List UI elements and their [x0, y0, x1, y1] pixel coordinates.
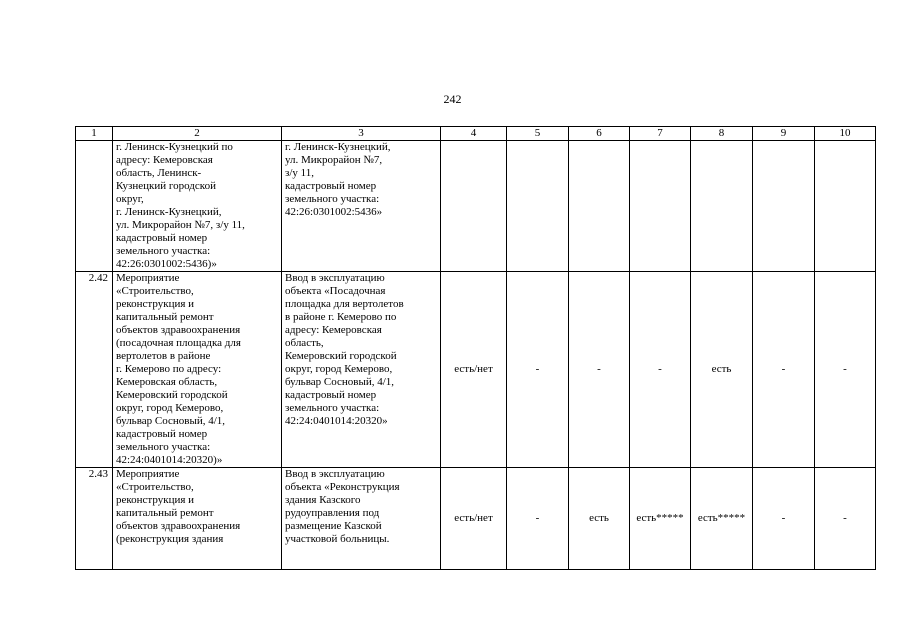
value-cell: есть [569, 468, 630, 570]
value-cell [630, 141, 691, 272]
header-cell: 6 [569, 127, 630, 141]
value-cell [507, 141, 569, 272]
value-cell [691, 141, 753, 272]
measure-description: г. Ленинск-Кузнецкий по адресу: Кемеровская область, Ленинск- Кузнецкий городской округ, г. Ленинск-Кузнецкий, ул. Микрорайон №7, з/у 11, кадастровый номер земельного участка: 42:26:0301002:5436)» [113, 141, 282, 272]
value-cell: - [569, 272, 630, 468]
row-number [76, 141, 113, 272]
measure-description: Мероприятие «Строительство, реконструкция и капитальный ремонт объектов здравоохранения (посадочная площадка для вертолетов в районе г. Кемерово по адресу: Кемеровская область, Кемеровский городской округ, город Кемерово, бульвар Сосновый, 4/1, кадастровый номер земельного участка: 42:24:0401014:20320)» [113, 272, 282, 468]
header-cell: 9 [753, 127, 815, 141]
table-row [76, 141, 876, 272]
value-cell: - [753, 468, 815, 570]
value-cell: - [815, 468, 876, 570]
header-cell: 5 [507, 127, 569, 141]
value-cell: - [753, 272, 815, 468]
result-description: г. Ленинск-Кузнецкий, ул. Микрорайон №7, з/у 11, кадастровый номер земельного участка: 42:26:0301002:5436» [282, 141, 441, 272]
page-number: 242 [443, 92, 462, 106]
value-cell: есть/нет [441, 468, 507, 570]
header-cell: 8 [691, 127, 753, 141]
value-cell: - [507, 272, 569, 468]
table-header-row [76, 127, 876, 141]
table-row [76, 468, 876, 570]
row-number: 2.43 [76, 468, 113, 570]
row-number: 2.42 [76, 272, 113, 468]
header-cell: 1 [76, 127, 113, 141]
value-cell [815, 141, 876, 272]
header-cell: 2 [113, 127, 282, 141]
measure-description: Мероприятие «Строительство, реконструкция и капитальный ремонт объектов здравоохранения (реконструкция здания [113, 468, 282, 570]
value-cell: - [630, 272, 691, 468]
table-row [76, 272, 876, 468]
result-description: Ввод в эксплуатацию объекта «Реконструкция здания Казского рудоуправления под размещение Казской участковой больницы. [282, 468, 441, 570]
value-cell: - [507, 468, 569, 570]
value-cell [441, 141, 507, 272]
value-cell [753, 141, 815, 272]
value-cell: есть***** [691, 468, 753, 570]
value-cell: - [815, 272, 876, 468]
value-cell: есть***** [630, 468, 691, 570]
value-cell: есть [691, 272, 753, 468]
result-description: Ввод в эксплуатацию объекта «Посадочная площадка для вертолетов в районе г. Кемерово по адресу: Кемеровская область, Кемеровский городской округ, город Кемерово, бульвар Сосновый, 4/1, кадастровый номер земельного участка: 42:24:0401014:20320» [282, 272, 441, 468]
value-cell [569, 141, 630, 272]
header-cell: 4 [441, 127, 507, 141]
header-cell: 7 [630, 127, 691, 141]
header-cell: 3 [282, 127, 441, 141]
value-cell: есть/нет [441, 272, 507, 468]
header-cell: 10 [815, 127, 876, 141]
data-table [75, 126, 876, 570]
